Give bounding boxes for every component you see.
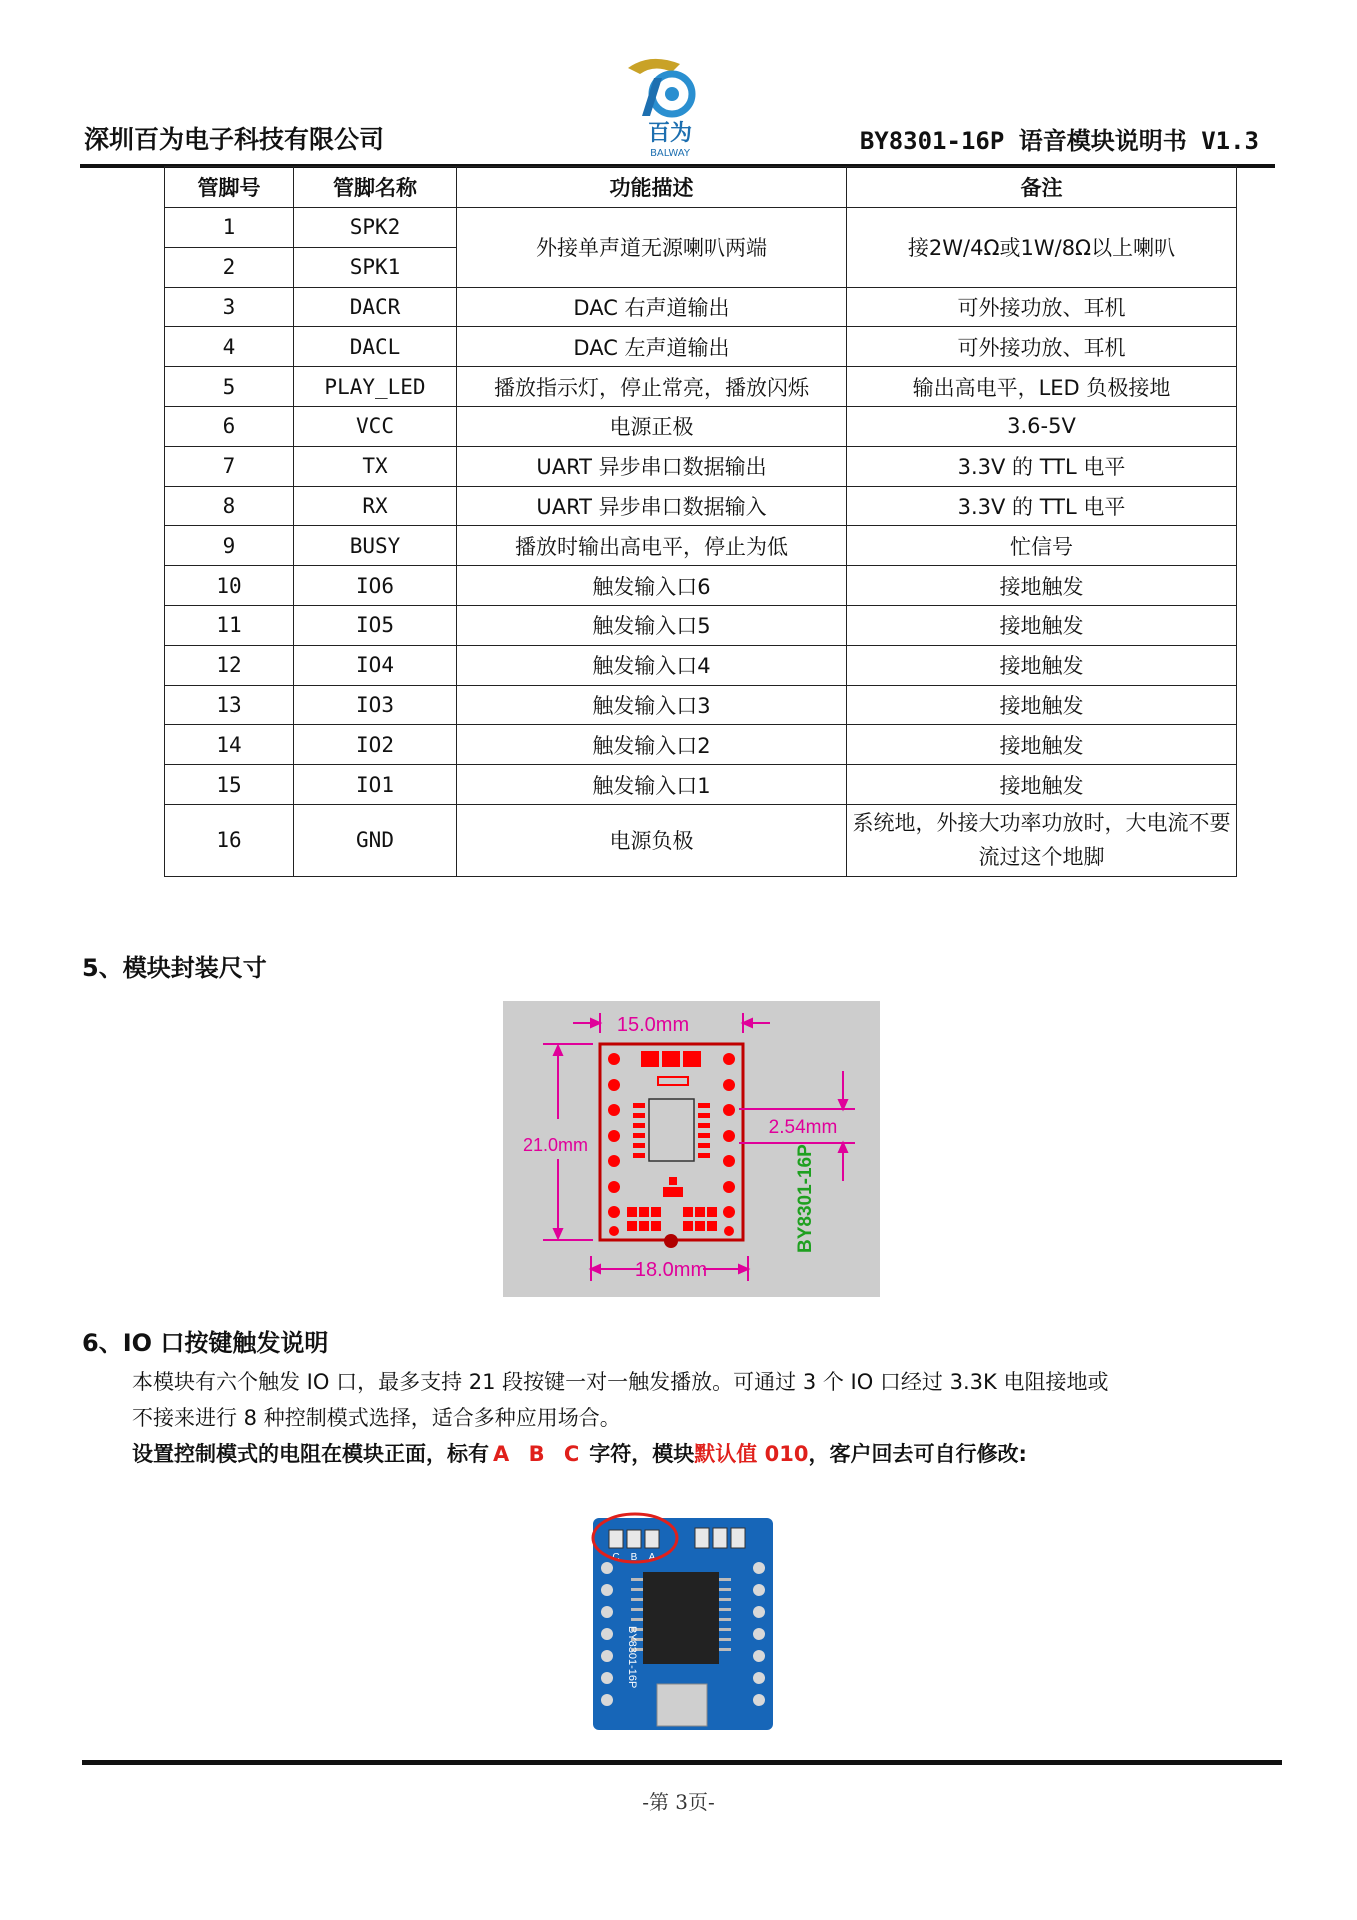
bold-note-part-1: 设置控制模式的电阻在模块正面，标有 xyxy=(132,1442,489,1466)
board-outline xyxy=(600,1044,743,1240)
column-header-pin-no: 管脚号 xyxy=(165,167,294,208)
pin-note: 3.6-5V xyxy=(847,406,1237,446)
pin-note: 接地触发 xyxy=(847,566,1237,606)
table-row xyxy=(165,406,1237,446)
section-6-paragraph-line-1: 本模块有六个触发 IO 口，最多支持 21 段按键一对一触发播放。可通过 3 个 IO 口经过 3.3K 电阻接地或 xyxy=(132,1370,1109,1394)
resistor-label-c: C xyxy=(612,1552,620,1563)
pin-function: DAC 右声道输出 xyxy=(457,287,847,327)
pin-table xyxy=(164,166,1237,877)
pin-note: 输出高电平，LED 负极接地 xyxy=(847,367,1237,407)
column-header-pin-name: 管脚名称 xyxy=(294,167,457,208)
pin-note: 3.3V 的 TTL 电平 xyxy=(847,446,1237,486)
pin-note: 可外接功放、耳机 xyxy=(847,287,1237,327)
pin-no: 13 xyxy=(165,685,294,725)
table-row xyxy=(165,685,1237,725)
pin-note: 接地触发 xyxy=(847,765,1237,805)
section-6-paragraph-line-2: 不接来进行 8 种控制模式选择，适合多种应用场合。 xyxy=(132,1406,621,1430)
pin-name: IO5 xyxy=(294,605,457,645)
pin-name: PLAY_LED xyxy=(294,367,457,407)
bold-note-part-3: ，客户回去可自行修改: xyxy=(808,1442,1027,1466)
pin-no: 10 xyxy=(165,566,294,606)
pin-note: 接地触发 xyxy=(847,725,1237,765)
table-row xyxy=(165,645,1237,685)
pin-note: 忙信号 xyxy=(847,526,1237,566)
module-photo xyxy=(585,1508,781,1738)
pin-function: 触发输入口4 xyxy=(457,645,847,685)
pin-name: IO4 xyxy=(294,645,457,685)
pin-no: 8 xyxy=(165,486,294,526)
pin-note: 系统地，外接大功率功放时，大电流不要流过这个地脚 xyxy=(847,804,1237,876)
pin-note: 可外接功放、耳机 xyxy=(847,327,1237,367)
width-dimension-label: 15.0mm xyxy=(616,1014,690,1036)
pin-function: 触发输入口3 xyxy=(457,685,847,725)
pin-name: DACL xyxy=(294,327,457,367)
section-6-bold-note xyxy=(132,1436,1027,1472)
pin-note: 接2W/4Ω或1W/8Ω以上喇叭 xyxy=(847,208,1237,288)
pin-name: DACR xyxy=(294,287,457,327)
pin-name: TX xyxy=(294,446,457,486)
pin-name: BUSY xyxy=(294,526,457,566)
resistor-label-a: A xyxy=(648,1552,656,1563)
pin-no: 1 xyxy=(165,208,294,248)
pin-name: IO3 xyxy=(294,685,457,725)
pin-function: 电源正极 xyxy=(457,406,847,446)
pin-no: 11 xyxy=(165,605,294,645)
pin-no: 9 xyxy=(165,526,294,566)
pin-no: 14 xyxy=(165,725,294,765)
company-name: 深圳百为电子科技有限公司 xyxy=(84,125,385,154)
table-row xyxy=(165,526,1237,566)
page-header xyxy=(80,20,1275,162)
pin-name: VCC xyxy=(294,406,457,446)
table-row xyxy=(165,765,1237,805)
document-title: BY8301-16P 语音模块说明书 V1.3 xyxy=(859,127,1259,155)
table-row xyxy=(165,566,1237,606)
part-number-label: BY8301-16P xyxy=(795,1144,816,1253)
company-logo xyxy=(610,50,730,160)
pin-no: 16 xyxy=(165,804,294,876)
bold-note-part-2: 字符，模块 xyxy=(589,1442,695,1466)
pin-no: 6 xyxy=(165,406,294,446)
pin-function: 触发输入口6 xyxy=(457,566,847,606)
pin-no: 2 xyxy=(165,247,294,287)
column-header-function: 功能描述 xyxy=(457,167,847,208)
pin-function: UART 异步串口数据输入 xyxy=(457,486,847,526)
resistor-label-b: B xyxy=(630,1552,638,1563)
pin-name: SPK2 xyxy=(294,208,457,248)
pin-function: 外接单声道无源喇叭两端 xyxy=(457,208,847,288)
pitch-dimension-label: 2.54mm xyxy=(768,1117,838,1138)
table-row xyxy=(165,367,1237,407)
pin-note: 接地触发 xyxy=(847,605,1237,645)
table-row xyxy=(165,208,1237,248)
pin-function: 电源负极 xyxy=(457,804,847,876)
pin-no: 15 xyxy=(165,765,294,805)
table-row xyxy=(165,446,1237,486)
chip xyxy=(643,1572,719,1664)
pin-name: RX xyxy=(294,486,457,526)
height-dimension-label: 21.0mm xyxy=(523,1135,589,1155)
pin-note: 3.3V 的 TTL 电平 xyxy=(847,486,1237,526)
pin-table-header xyxy=(165,167,1237,208)
pin-name: IO1 xyxy=(294,765,457,805)
pin-function: UART 异步串口数据输出 xyxy=(457,446,847,486)
logo-text: 百为 xyxy=(647,121,693,146)
table-row xyxy=(165,804,1237,876)
page-number: -第 3页- xyxy=(642,1790,715,1814)
pin-no: 4 xyxy=(165,327,294,367)
micro-usb-connector xyxy=(657,1684,707,1726)
table-row xyxy=(165,725,1237,765)
package-dimension-figure xyxy=(503,1001,880,1297)
pin-no: 5 xyxy=(165,367,294,407)
pin-name: SPK1 xyxy=(294,247,457,287)
pin-no: 12 xyxy=(165,645,294,685)
table-row xyxy=(165,486,1237,526)
pin-function: 触发输入口2 xyxy=(457,725,847,765)
abc-label-text: A B C xyxy=(493,1442,586,1466)
table-row xyxy=(165,605,1237,645)
pin-no: 3 xyxy=(165,287,294,327)
column-header-note: 备注 xyxy=(847,167,1237,208)
section-6-heading: 6、IO 口按键触发说明 xyxy=(82,1329,329,1357)
section-5-heading: 5、模块封装尺寸 xyxy=(82,954,267,982)
pin-name: GND xyxy=(294,804,457,876)
logo-subtext: BALWAY xyxy=(650,148,690,159)
pin-note: 接地触发 xyxy=(847,645,1237,685)
pin-function: 播放指示灯，停止常亮，播放闪烁 xyxy=(457,367,847,407)
footer-rule xyxy=(82,1760,1282,1765)
pin-function: 触发输入口1 xyxy=(457,765,847,805)
table-row xyxy=(165,327,1237,367)
pin-function: 播放时输出高电平，停止为低 xyxy=(457,526,847,566)
bottom-dimension-label: 18.0mm xyxy=(634,1259,708,1281)
pin-function: DAC 左声道输出 xyxy=(457,327,847,367)
pin-name: IO6 xyxy=(294,566,457,606)
board-silkscreen-label: BY8301-16P xyxy=(626,1626,638,1689)
pin-note: 接地触发 xyxy=(847,685,1237,725)
default-value-text: 默认值 010 xyxy=(694,1442,809,1466)
pin-function: 触发输入口5 xyxy=(457,605,847,645)
pin-name: IO2 xyxy=(294,725,457,765)
pin-no: 7 xyxy=(165,446,294,486)
table-row xyxy=(165,287,1237,327)
